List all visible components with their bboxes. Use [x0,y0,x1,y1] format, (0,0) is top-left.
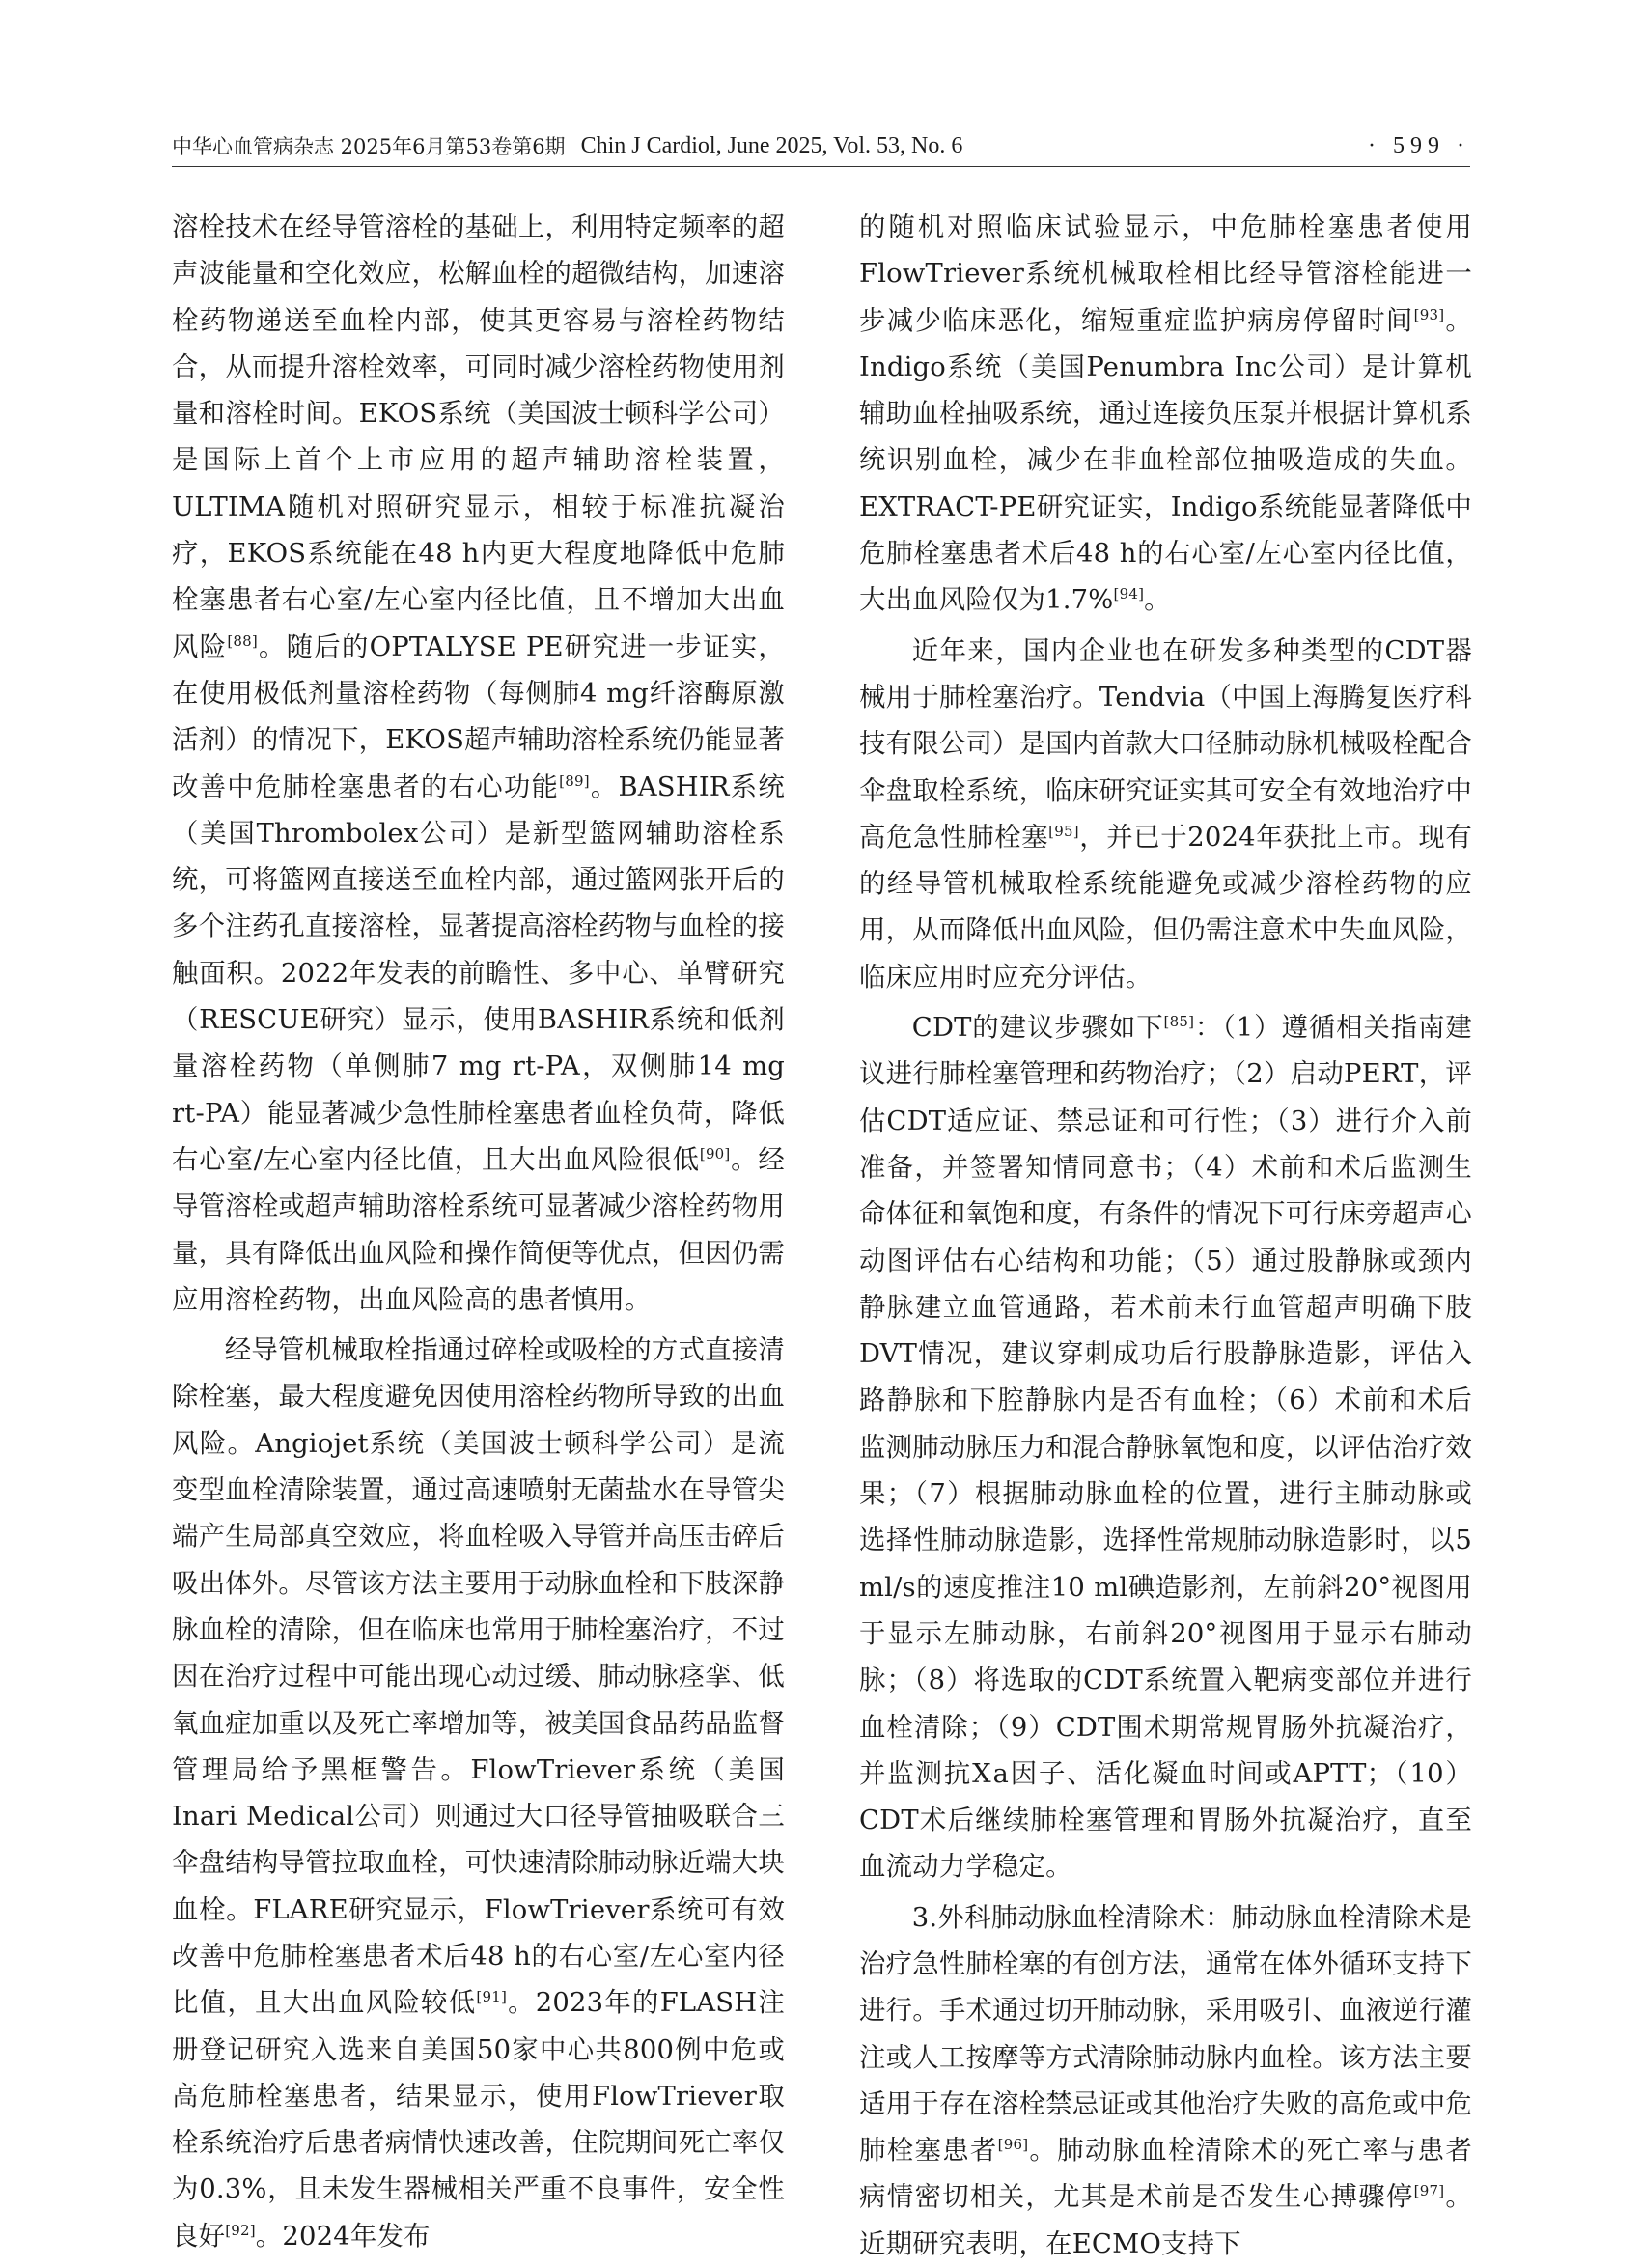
citation: [93] [1413,305,1445,323]
paragraph [172,1328,785,2260]
paragraph [859,1005,1472,1891]
paragraph [859,629,1472,1001]
citation: [90] [699,1144,731,1162]
paragraph-text: 的随机对照临床试验显示，中危肺栓塞患者使用FlowTriever系统机械取栓相比经导管溶栓能进一步减少临床恶化，缩短重症监护病房停留时间 [859,212,1472,336]
header-rule [172,166,1470,167]
paragraph-text: 近年来，国内企业也在研发多种类型的CDT器械用于肺栓塞治疗。Tendvia（中国上海腾复医疗科技有限公司）是国内首款大口径肺动脉机械吸栓配合伞盘取栓系统，临床研究证实其可安全有效地治疗中高危急性肺栓塞 [859,635,1472,853]
page-number: · 599 · [1368,132,1470,158]
citation: [96] [997,2136,1029,2154]
paragraph-text: 溶栓技术在经导管溶栓的基础上，利用特定频率的超声波能量和空化效应，松解血栓的超微结构，加速溶栓药物递送至血栓内部，使其更容易与溶栓药物结合，从而提升溶栓效率，可同时减少溶栓药物使用剂量和溶栓时间。EKOS系统（美国波士顿科学公司）是国际上首个上市应用的超声辅助溶栓装置，ULTIMA随机对照研究显示，相较于标准抗凝治疗，EKOS系统能在48 h内更大程度地降低中危肺栓塞患者右心室/左心室内径比值，且不增加大出血风险 [172,212,785,662]
paragraph-text: CDT的建议步骤如下 [911,1013,1164,1044]
paragraph-text: 。近期研究表明，在ECMO支持下 [859,2182,1472,2259]
paragraph-text: 。BASHIR系统（美国Thrombolex公司）是新型篮网辅助溶栓系统，可将篮网直接送至血栓内部，通过篮网张开后的多个注药孔直接溶栓，显著提高溶栓药物与血栓的接触面积。2022年发表的前瞻性、多中心、单臂研究（RESCUE研究）显示，使用BASHIR系统和低剂量溶栓药物（单侧肺7 mg rt-PA，双侧肺14 mg rt-PA）能显著减少急性肺栓塞患者血栓负荷，降低右心室/左心室内径比值，且大出血风险很低 [172,771,785,1175]
paragraph-text: 。随后的OPTALYSE PE研究进一步证实，在使用极低剂量溶栓药物（每侧肺4 mg纤溶酶原激活剂）的情况下，EKOS超声辅助溶栓系统仍能显著改善中危肺栓塞患者的右心功能 [172,631,785,802]
running-header [172,131,1470,160]
paragraph-text: 。经导管溶栓或超声辅助溶栓系统可显著减少溶栓药物用量，具有降低出血风险和操作简便等优点，但因仍需应用溶栓药物，出血风险高的患者慎用。 [172,1144,785,1315]
paragraph [859,1895,1472,2268]
paragraph-text: 。Indigo系统（美国Penumbra Inc公司）是计算机辅助血栓抽吸系统，通过连接负压泵并根据计算机系统识别血栓，减少在非血栓部位抽吸造成的失血。EXTRACT-PE研究证实，Indigo系统能显著降低中危肺栓塞患者术后48 h的右心室/左心室内径比值，大出血风险仅为1.7% [859,305,1472,616]
paragraph-text: 3.外科肺动脉血栓清除术：肺动脉血栓清除术是治疗急性肺栓塞的有创方法，通常在体外循环支持下进行。手术通过切开肺动脉，采用吸引、血液逆行灌注或人工按摩等方式清除肺动脉内血栓。该方法主要适用于存在溶栓禁忌证或其他治疗失败的高危或中危肺栓塞患者 [859,1902,1472,2167]
paragraph-text: 。2024年发布 [255,2221,431,2252]
journal-title-cn: 中华心血管病杂志 2025年6月第53卷第6期 [172,135,566,158]
header-left [172,131,962,160]
right-column [859,205,1472,2268]
citation: [94] [1113,585,1145,603]
citation: [89] [559,771,590,790]
left-column [172,205,785,2260]
paragraph [172,205,785,1324]
paragraph-text: ，并已于2024年获批上市。现有的经导管机械取栓系统能避免或减少溶栓药物的应用，从而降低出血风险，但仍需注意术中失血风险，临床应用时应充分评估。 [859,822,1472,993]
citation: [88] [227,631,258,650]
paragraph [859,205,1472,625]
paragraph-text: 。肺动脉血栓清除术的死亡率与患者病情密切相关，尤其是术前是否发生心搏骤停 [859,2136,1472,2213]
paragraph-text: 。 [1144,585,1171,616]
citation: [85] [1163,1012,1195,1030]
paragraph-text: 。2023年的FLASH注册登记研究入选来自美国50家中心共800例中危或高危肺栓塞患者，结果显示，使用FlowTriever取栓系统治疗后患者病情快速改善，住院期间死亡率仅为0.3%，且未发生器械相关严重不良事件，安全性良好 [172,1988,786,2252]
paragraph-text: 经导管机械取栓指通过碎栓或吸栓的方式直接清除栓塞，最大程度避免因使用溶栓药物所导致的出血风险。Angiojet系统（美国波士顿科学公司）是流变型血栓清除装置，通过高速喷射无菌盐水在导管尖端产生局部真空效应，将血栓吸入导管并高压击碎后吸出体外。尽管该方法主要用于动脉血栓和下肢深静脉血栓的清除，但在临床也常用于肺栓塞治疗，不过因在治疗过程中可能出现心动过缓、肺动脉痉挛、低氧血症加重以及死亡率增加等，被美国食品药品监督管理局给予黑框警告。FlowTriever系统（美国Inari Medical公司）则通过大口径导管抽吸联合三伞盘结构导管拉取血栓，可快速清除肺动脉近端大块血栓。FLARE研究显示，FlowTriever系统可有效改善中危肺栓塞患者术后48 h的右心室/左心室内径比值，且大出血风险较低 [172,1335,785,2019]
journal-title-en: Chin J Cardiol, June 2025, Vol. 53, No. 6 [580,132,963,158]
citation: [91] [476,1988,508,2006]
paragraph-text: ：（1）遵循相关指南建议进行肺栓塞管理和药物治疗；（2）启动PERT，评估CDT适应证、禁忌证和可行性；（3）进行介入前准备，并签署知情同意书；（4）术前和术后监测生命体征和氧饱和度，有条件的情况下可行床旁超声心动图评估右心结构和功能；（5）通过股静脉或颈内静脉建立血管通路，若术前未行血管超声明确下肢DVT情况，建议穿刺成功后行股静脉造影，评估入路静脉和下腔静脉内是否有血栓；（6）术前和术后监测肺动脉压力和混合静脉氧饱和度，以评估治疗效果；（7）根据肺动脉血栓的位置，进行主肺动脉或选择性肺动脉造影，选择性常规肺动脉造影时，以5 ml/s的速度推注10 ml碘造影剂，左前斜20°视图用于显示左肺动脉，右前斜20°视图用于显示右肺动脉；（8）将选取的CDT系统置入靶病变部位并进行血栓清除；（9）CDT围术期常规胃肠外抗凝治疗，并监测抗Ⅹa因子、活化凝血时间或APTT；（10）CDT术后继续肺栓塞管理和胃肠外抗凝治疗，直至血流动力学稳定。 [859,1013,1472,1883]
citation: [95] [1048,822,1079,840]
citation: [97] [1413,2182,1445,2200]
citation: [92] [225,2221,256,2239]
